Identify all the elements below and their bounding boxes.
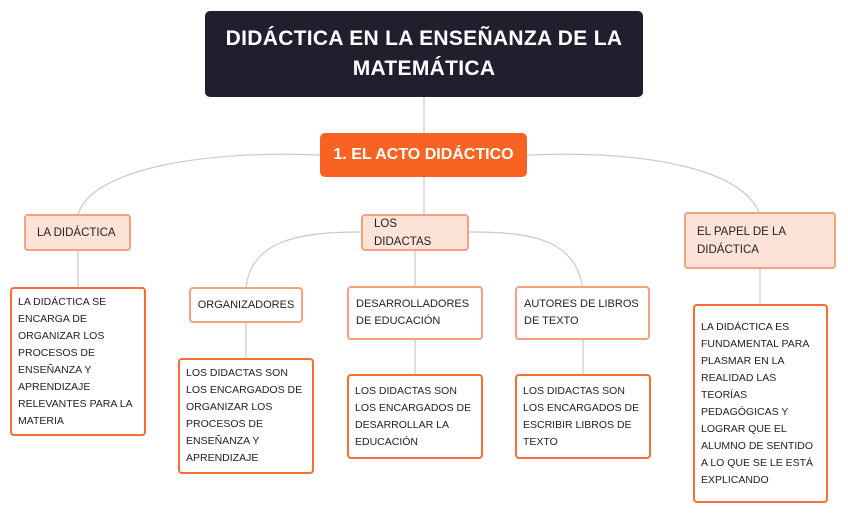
topic-papel-didactica[interactable] bbox=[684, 212, 836, 269]
didactas-to-organizadores-connector bbox=[246, 232, 362, 289]
subtopic-autores[interactable] bbox=[515, 286, 650, 340]
leaf-papel-text: LA DIDÁCTICA ES FUNDAMENTAL PARA PLASMAR EN LA REALIDAD LAS TEORÍAS PEDAGÓGICAS Y LOGRAR QUE EL ALUMNO DE SENTIDO A LO QUE SE LE ESTÁ EXPLICANDO bbox=[701, 320, 814, 486]
subtopic-desarrolladores-label: DESARROLLADORES DE EDUCACIÓN bbox=[356, 298, 470, 327]
main-topic-node[interactable] bbox=[320, 133, 527, 177]
main-to-la-didactica-connector bbox=[78, 154, 320, 215]
didactas-to-autores-connector bbox=[468, 232, 583, 289]
leaf-la-didactica-text: LA DIDÁCTICA SE ENCARGA DE ORGANIZAR LOS PROCESOS DE ENSEÑANZA Y APRENDIZAJE RELEVANTES PARA LA MATERIA bbox=[18, 295, 132, 427]
topic-la-didactica[interactable] bbox=[24, 214, 131, 251]
leaf-la-didactica-description[interactable] bbox=[10, 287, 146, 436]
leaf-organizadores-description[interactable] bbox=[178, 358, 314, 474]
root-title-node[interactable] bbox=[205, 11, 643, 97]
leaf-desarrolladores-description[interactable] bbox=[347, 374, 483, 459]
main-topic-text: 1. EL ACTO DIDÁCTICO bbox=[333, 146, 514, 163]
topic-los-didactas[interactable] bbox=[361, 214, 469, 251]
topic-la-didactica-label: LA DIDÁCTICA bbox=[37, 226, 116, 239]
root-title-text: DIDÁCTICA EN LA ENSEÑANZA DE LA MATEMÁTICA bbox=[225, 27, 623, 80]
subtopic-organizadores-label: ORGANIZADORES bbox=[197, 298, 295, 311]
leaf-organizadores-text: LOS DIDACTAS SON LOS ENCARGADOS DE ORGANIZAR LOS PROCESOS DE ENSEÑANZA Y APRENDIZAJE bbox=[186, 367, 303, 464]
leaf-desarrolladores-text: LOS DIDACTAS SON LOS ENCARGADOS DE DESARROLLAR LA EDUCACIÓN bbox=[355, 384, 472, 448]
topic-papel-didactica-label: EL PAPEL DE LA DIDÁCTICA bbox=[697, 225, 786, 256]
main-to-papel-connector bbox=[527, 154, 760, 215]
leaf-papel-description[interactable] bbox=[693, 304, 828, 503]
subtopic-desarrolladores[interactable] bbox=[347, 286, 483, 340]
subtopic-autores-label: AUTORES DE LIBROS DE TEXTO bbox=[524, 298, 639, 327]
subtopic-organizadores[interactable] bbox=[189, 287, 303, 323]
leaf-autores-text: LOS DIDACTAS SON LOS ENCARGADOS DE ESCRIBIR LIBROS DE TEXTO bbox=[523, 384, 640, 448]
topic-los-didactas-label: LOS DIDACTAS bbox=[374, 217, 432, 248]
leaf-autores-description[interactable] bbox=[515, 374, 651, 459]
